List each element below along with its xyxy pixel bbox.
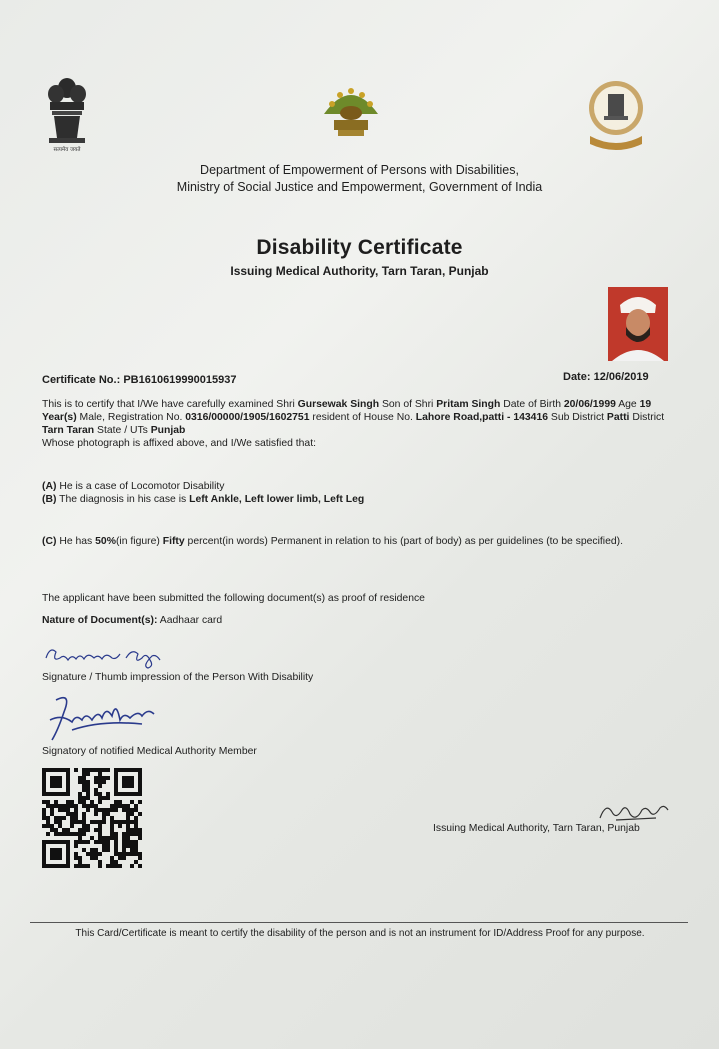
certificate-number-value: PB1610619990015937: [123, 374, 237, 386]
emblem-caption: सत्यमेव जयते: [53, 147, 81, 153]
ashoka-emblem-icon: [42, 76, 92, 154]
certificate-subtitle: Issuing Medical Authority, Tarn Taran, Punjab: [230, 264, 489, 278]
item-b-label: (B): [42, 494, 57, 505]
disability-items: [42, 480, 672, 506]
father-name: Pritam Singh: [436, 399, 501, 410]
para-text: District: [629, 412, 665, 423]
peacock-emblem-icon: [318, 80, 384, 138]
sub-district: Patti: [606, 412, 630, 423]
para-text: Male, Registration No.: [76, 412, 186, 423]
item-b-text: The diagnosis in his case is: [56, 494, 190, 505]
photo-affixed-text: Whose photograph is affixed above, and I/We satisfied that:: [42, 438, 316, 449]
applicant-signature: [42, 640, 172, 670]
house-address: Lahore Road,patti - 143416: [415, 412, 549, 423]
department-line-1: Department of Empowerment of Persons with Disabilities,: [200, 163, 519, 177]
authority-signature: [596, 798, 672, 824]
state-seal-icon: [584, 78, 648, 154]
age: 19 Year(s): [42, 399, 652, 423]
para-text: Date of Birth: [500, 399, 564, 410]
item-a-label: (A): [42, 481, 57, 492]
document-label: Nature of Document(s):: [42, 615, 158, 626]
certification-paragraph: [42, 398, 672, 450]
nature-of-document: [42, 614, 672, 627]
applicant-photo: [608, 287, 668, 361]
diagnosis: Left Ankle, Left lower limb, Left Leg: [189, 494, 365, 505]
department-line-2: Ministry of Social Justice and Empowerment, Government of India: [176, 180, 543, 194]
member-signature-label: Signatory of notified Medical Authority Member: [42, 746, 257, 757]
item-b: [42, 493, 672, 506]
item-c-text: percent(in words) Permanent in relation to his (part of body) as per guidelines (to be specified).: [184, 536, 624, 547]
member-signature: [42, 690, 162, 742]
certificate-number-label: Certificate No.:: [42, 374, 121, 386]
para-text: Son of Shri: [379, 399, 437, 410]
item-c-text: (in figure): [115, 536, 163, 547]
para-text: Sub District: [548, 412, 607, 423]
certificate-title: Disability Certificate: [256, 236, 463, 259]
disability-percent-words: Fifty: [162, 536, 185, 547]
footer-divider: [30, 922, 688, 923]
item-c-label: (C): [42, 536, 57, 547]
person-signature-label: Signature / Thumb impression of the Person With Disability: [42, 672, 314, 683]
para-text: This is to certify that I/We have carefully examined Shri: [42, 399, 298, 410]
document-value: Aadhaar card: [157, 615, 223, 626]
date-of-birth: 20/06/1999: [563, 399, 616, 410]
residence-proof-text: The applicant have been submitted the following document(s) as proof of residence: [42, 593, 425, 604]
certificate-date-value: 12/06/2019: [593, 371, 649, 383]
disability-percent: 50%: [95, 536, 116, 547]
certificate-number: [42, 374, 236, 386]
qr-code-icon: [42, 768, 142, 868]
footer-note: This Card/Certificate is meant to certify the disability of the person and is not an instrument for ID/Address Proof for any purpose.: [75, 928, 645, 939]
item-a-text: He is a case of Locomotor Disability: [56, 481, 225, 492]
para-text: resident of House No.: [309, 412, 416, 423]
certificate-date-label: Date:: [563, 371, 591, 383]
para-text: State / UTs: [94, 425, 151, 436]
para-text: Age: [615, 399, 640, 410]
district: Tarn Taran: [42, 425, 95, 436]
registration-number: 0316/00000/1905/1602751: [185, 412, 310, 423]
item-c-text: He has: [56, 536, 96, 547]
state: Punjab: [150, 425, 186, 436]
item-a: [42, 480, 672, 493]
certificate-date: [563, 371, 649, 383]
department-header: [0, 162, 719, 196]
item-c: [42, 535, 672, 548]
issuing-authority-label: Issuing Medical Authority, Tarn Taran, Punjab: [433, 823, 640, 834]
applicant-name: Gursewak Singh: [297, 399, 380, 410]
